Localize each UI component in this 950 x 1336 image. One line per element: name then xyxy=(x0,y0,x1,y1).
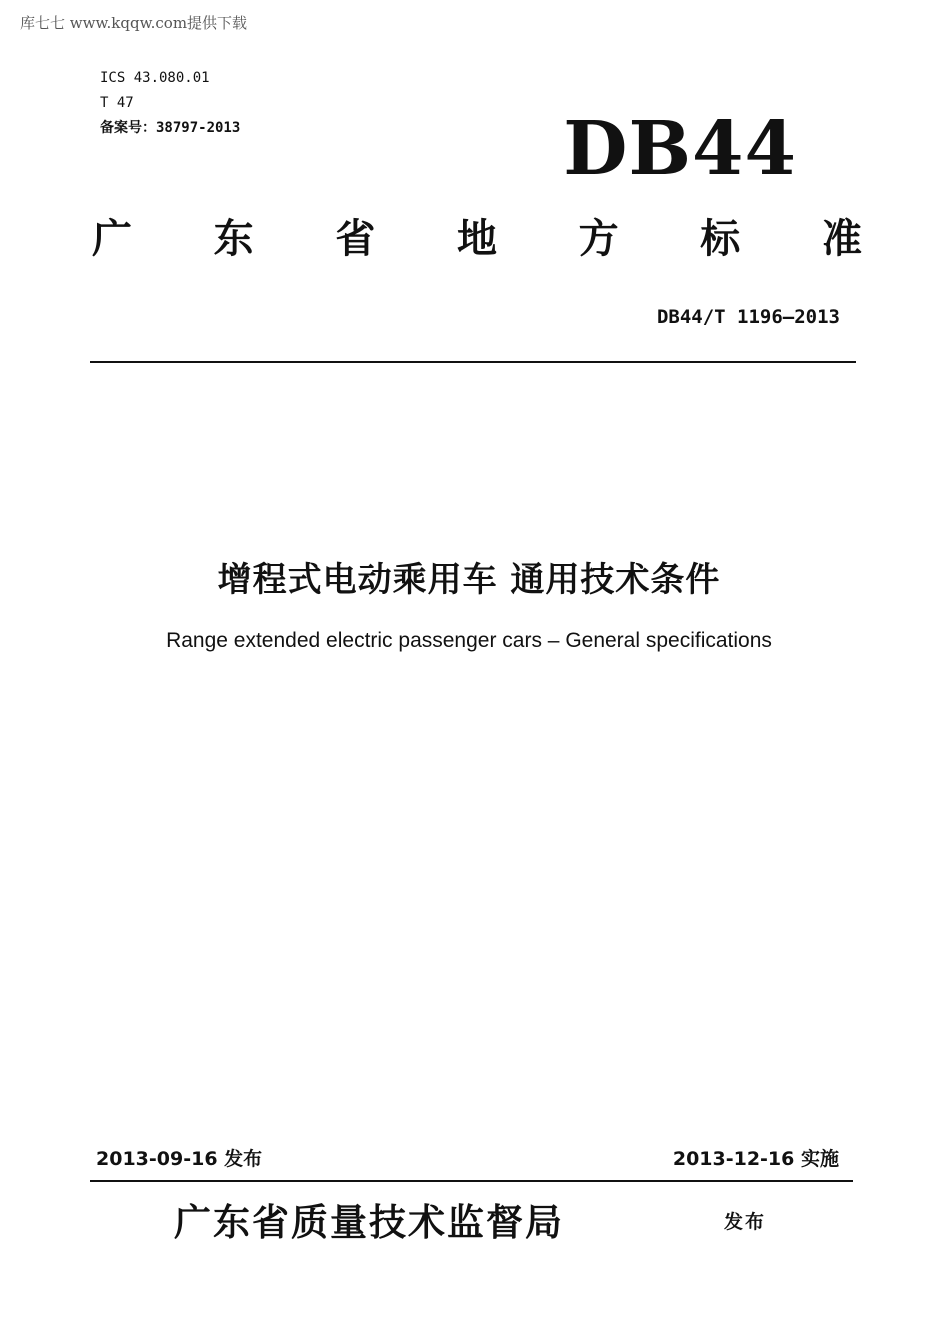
watermark-text: 库七七 www.kqqw.com提供下载 xyxy=(20,14,248,32)
top-divider xyxy=(90,361,856,363)
publish-label: 发布 xyxy=(724,1211,767,1233)
title-chinese: 增程式电动乘用车 通用技术条件 xyxy=(217,560,721,600)
standard-type-char: 广 xyxy=(92,216,132,262)
standard-type-char: 准 xyxy=(821,216,862,262)
issue-date: 2013-09-16 发布 xyxy=(96,1148,263,1170)
standard-type-heading xyxy=(92,214,862,264)
standard-number: DB44/T 1196—2013 xyxy=(656,306,840,328)
ics-code: ICS 43.080.01 xyxy=(100,70,210,86)
publisher-name: 广东省质量技术监督局 xyxy=(174,1200,564,1244)
title-english: Range extended electric passenger cars – General specifications xyxy=(166,629,772,652)
standard-type-char: 省 xyxy=(335,216,376,262)
standard-type-char: 方 xyxy=(578,216,619,262)
standard-type-char: 东 xyxy=(213,216,254,262)
classification-code: T 47 xyxy=(100,95,134,111)
filing-number: 备案号：38797-2013 xyxy=(100,120,241,136)
standard-type-char: 标 xyxy=(700,216,741,262)
db44-logo: DB44 xyxy=(563,106,797,192)
bottom-divider xyxy=(90,1180,853,1182)
effective-date: 2013-12-16 实施 xyxy=(672,1148,839,1170)
standard-type-char: 地 xyxy=(456,216,497,262)
